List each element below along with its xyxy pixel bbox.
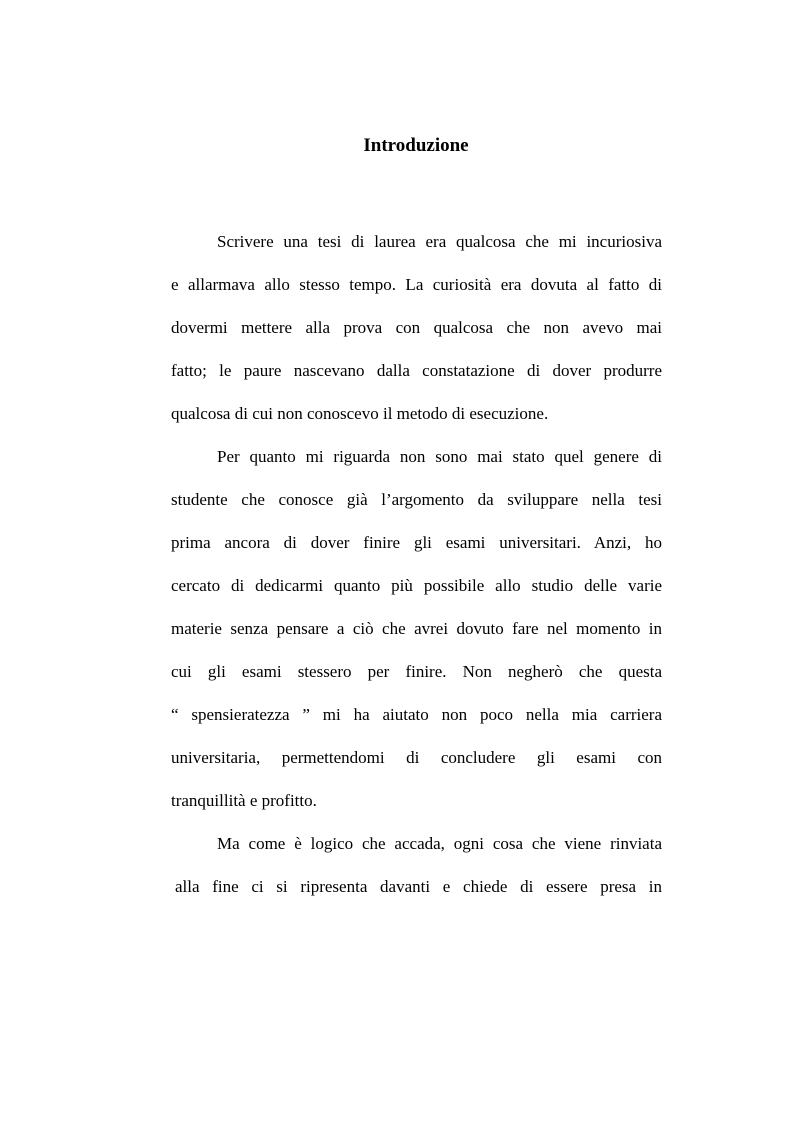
text-line: qualcosa di cui non conoscevo il metodo di esecuzione. — [171, 404, 549, 423]
text-line: “ spensieratezza ” mi ha aiutato non poco nella mia carriera — [171, 705, 662, 724]
text-line: e allarmava allo stesso tempo. La curiosità era dovuta al fatto di — [171, 275, 662, 294]
text-line: studente che conosce già l’argomento da sviluppare nella tesi — [171, 490, 662, 509]
text-line: dovermi mettere alla prova con qualcosa che non avevo mai — [171, 318, 662, 337]
text-line: Ma come è logico che accada, ogni cosa che viene rinviata — [217, 834, 662, 853]
text-line: cercato di dedicarmi quanto più possibile allo studio delle varie — [171, 576, 662, 595]
body-text — [171, 220, 662, 908]
paragraph-2 — [171, 435, 662, 822]
text-line: materie senza pensare a ciò che avrei dovuto fare nel momento in — [171, 619, 662, 638]
text-line: Scrivere una tesi di laurea era qualcosa che mi incuriosiva — [217, 232, 662, 251]
page-title: Introduzione — [363, 135, 469, 156]
paragraph-3 — [171, 822, 662, 908]
text-line: universitaria, permettendomi di concludere gli esami con — [171, 748, 662, 767]
text-line: alla fine ci si ripresenta davanti e chiede di essere presa in — [175, 877, 662, 896]
text-line: prima ancora di dover finire gli esami universitari. Anzi, ho — [171, 533, 662, 552]
paragraph-1 — [171, 220, 662, 435]
text-line: tranquillità e profitto. — [171, 791, 317, 810]
text-line: cui gli esami stessero per finire. Non negherò che questa — [171, 662, 662, 681]
text-line: Per quanto mi riguarda non sono mai stato quel genere di — [217, 447, 662, 466]
text-line: fatto; le paure nascevano dalla constatazione di dover produrre — [171, 361, 662, 380]
